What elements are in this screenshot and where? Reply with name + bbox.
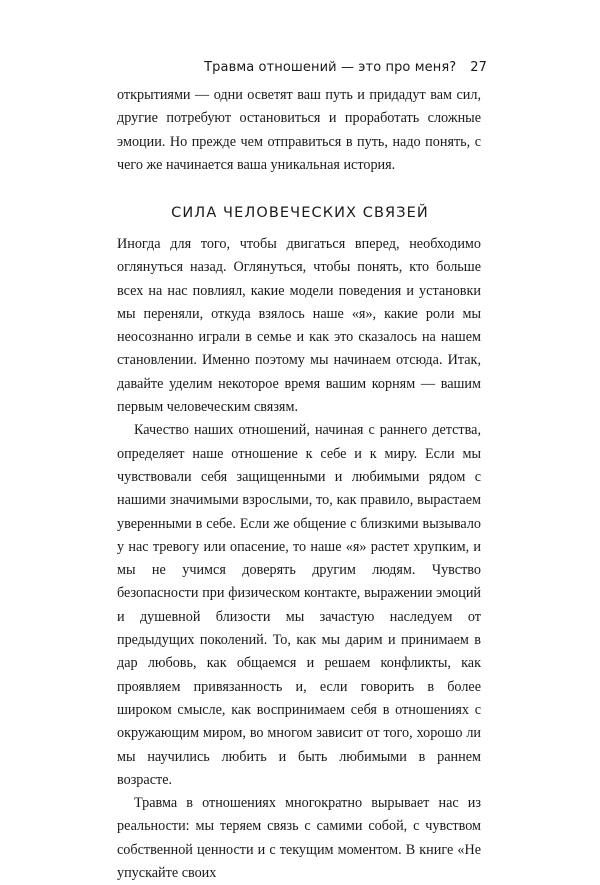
intro-block — [117, 84, 481, 177]
paragraph-1: Иногда для того, чтобы двигаться вперед, необходимо оглянуться назад. Оглянуться, чтобы понять, кто больше всех на нас повлиял, какие модели поведения и установки мы переняли, откуда взялось наше «я», какие роли мы неосознанно играли в семье и как это сказалось на нашем становлении. Именно поэтому мы начинаем отсюда. Итак, давайте уделим некоторое время вашим корням — вашим первым человеческим связям. — [117, 236, 481, 416]
running-header-title: Травма отношений — это про меня? — [204, 60, 457, 75]
page-number: 27 — [470, 60, 487, 75]
section-heading: СИЛА ЧЕЛОВЕЧЕСКИХ СВЯЗЕЙ — [171, 205, 429, 222]
main-text — [117, 233, 481, 885]
paragraph-3: Травма в отношениях многократно вырывает нас из реальности: мы теряем связь с самими собой, с чувством собственной ценности и с текущим моментом. В книге «Не упускайте своих — [117, 795, 481, 882]
running-header — [204, 60, 487, 75]
paragraph-2: Качество наших отношений, начиная с раннего детства, определяет наше отношение к себе и к миру. Если мы чувствовали себя защищенными и любимыми рядом с нашими значимыми взрослыми, то, как правило, вырастаем уверенными в себе. Если же общение с близкими вызывало у нас тревогу или опасение, то наше «я» растет хрупким, и мы не учимся доверять другим людям. Чувство безопасности при физическом контакте, выражении эмоций и душевной близости мы зачастую наследуем от предыдущих поколений. То, как мы дарим и принимаем в дар любовь, как общаемся и решаем конфликты, как проявляем привязанность и, если говорить в более широком смысле, как воспринимаем себя в отношениях с окружающим миром, во многом зависит от того, хорошо ли мы научились любить и быть любимыми в раннем возрасте. — [117, 422, 481, 788]
intro-paragraph: открытиями — одни осветят ваш путь и придадут вам сил, другие потребуют остановиться и проработать сложные эмоции. Но прежде чем отправиться в путь, надо понять, с чего же начинается ваша уникальная история. — [117, 87, 481, 173]
